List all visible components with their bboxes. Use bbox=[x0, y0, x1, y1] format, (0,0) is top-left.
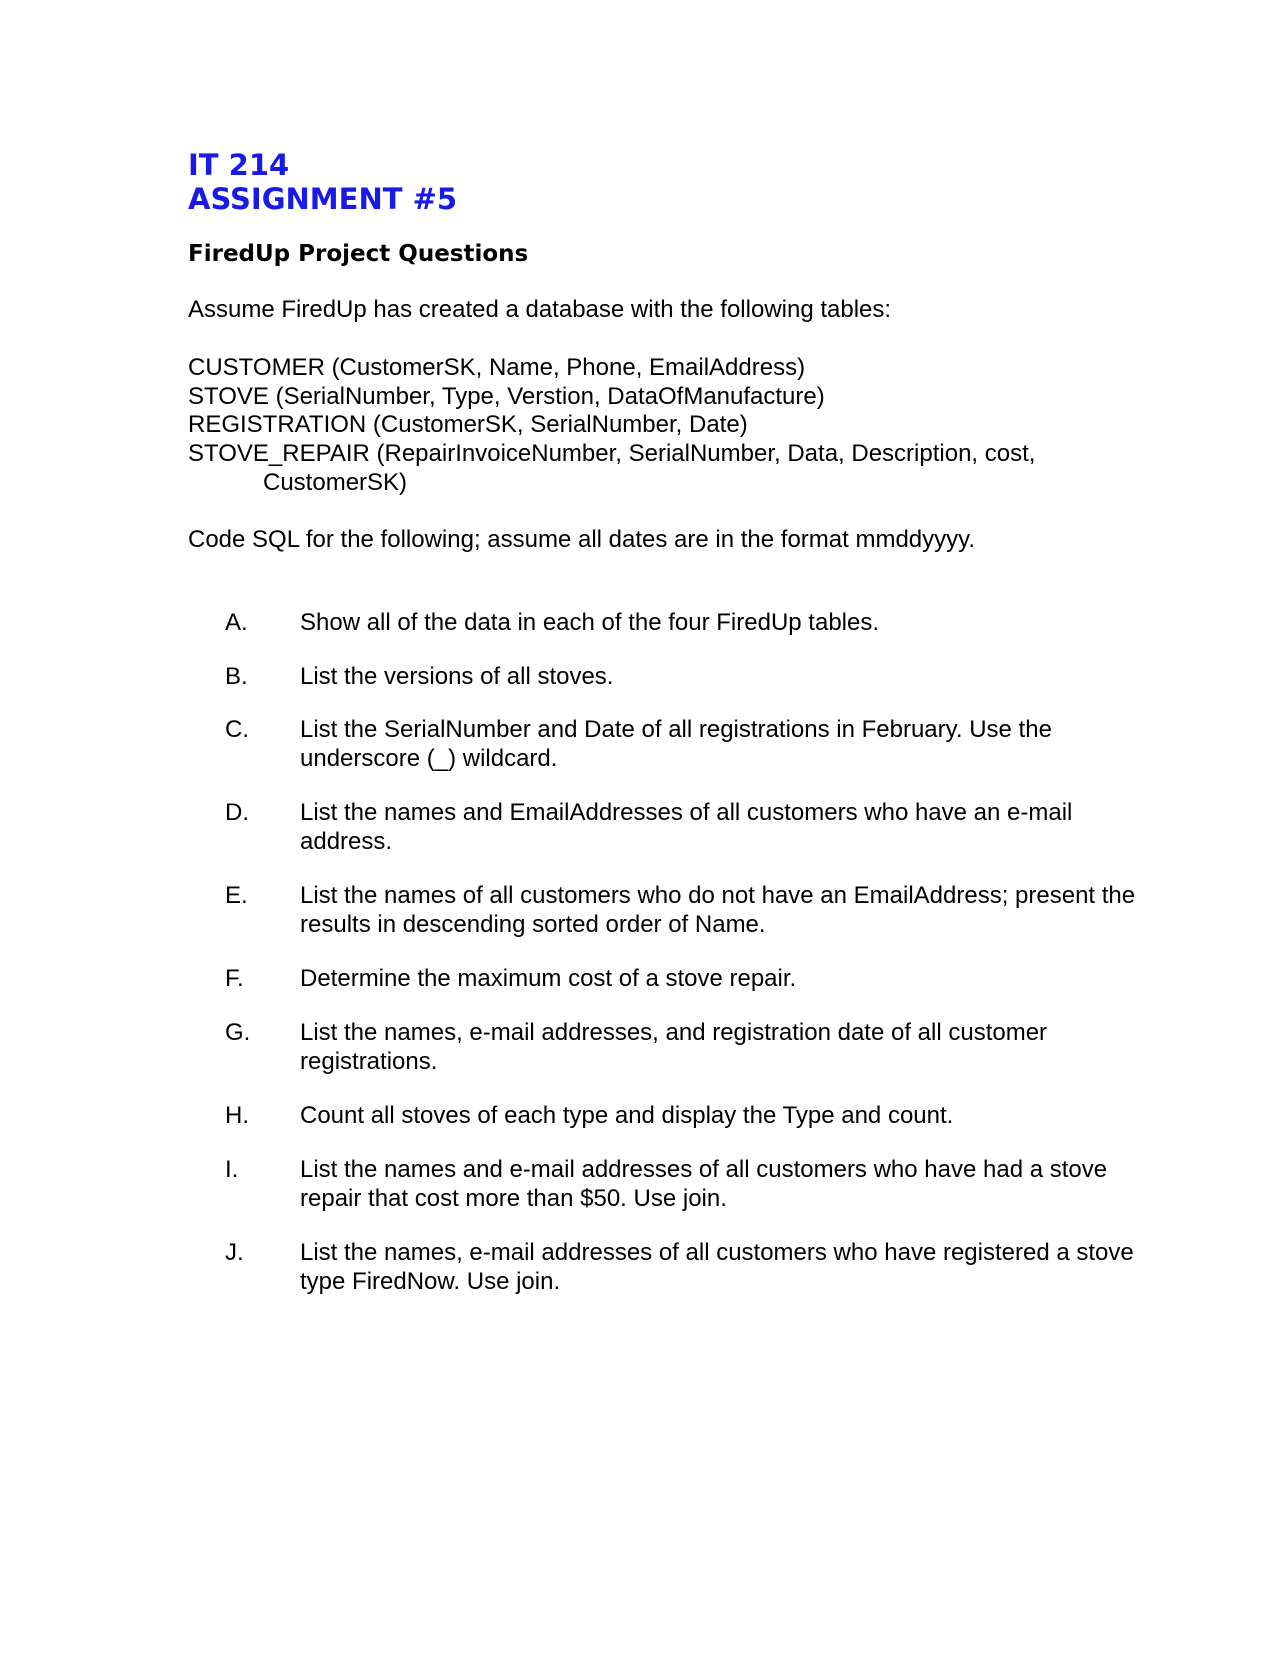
table-definition-registration: REGISTRATION (CustomerSK, SerialNumber, Date) bbox=[188, 411, 748, 438]
question-text: Count all stoves of each type and display the Type and count. bbox=[300, 1102, 954, 1129]
question-letter: F. bbox=[225, 965, 244, 992]
question-text: List the names, e-mail addresses, and registration date of all customer registrations. bbox=[300, 1019, 1048, 1075]
question-text: List the names of all customers who do not have an EmailAddress; present the results in descending sorted order of Name. bbox=[300, 882, 1136, 938]
question-text: List the versions of all stoves. bbox=[300, 663, 614, 690]
question-text: List the names, e-mail addresses of all customers who have registered a stove type FiredNow. Use join. bbox=[300, 1239, 1134, 1295]
question-letter: I. bbox=[225, 1156, 239, 1183]
table-definition-stove: STOVE (SerialNumber, Type, Verstion, DataOfManufacture) bbox=[188, 383, 825, 410]
question-letter: C. bbox=[225, 716, 249, 743]
assignment-title: ASSIGNMENT #5 bbox=[188, 182, 458, 216]
question-letter: G. bbox=[225, 1019, 251, 1046]
table-definition-stove-repair: STOVE_REPAIR (RepairInvoiceNumber, SerialNumber, Data, Description, cost, bbox=[188, 440, 1036, 467]
instruction-paragraph: Code SQL for the following; assume all dates are in the format mmddyyyy. bbox=[188, 526, 976, 553]
question-letter: H. bbox=[225, 1102, 249, 1129]
course-title: IT 214 bbox=[188, 148, 290, 182]
question-letter: A. bbox=[225, 609, 248, 636]
section-heading: FiredUp Project Questions bbox=[188, 241, 529, 267]
question-letter: J. bbox=[225, 1239, 244, 1266]
question-text: List the SerialNumber and Date of all registrations in February. Use the underscore (_) wildcard. bbox=[300, 716, 1052, 772]
question-text: Determine the maximum cost of a stove repair. bbox=[300, 965, 797, 992]
table-definition-customer: CUSTOMER (CustomerSK, Name, Phone, EmailAddress) bbox=[188, 354, 806, 381]
table-definition-stove-repair-continued: CustomerSK) bbox=[263, 469, 408, 496]
question-letter: D. bbox=[225, 799, 249, 826]
question-letter: B. bbox=[225, 663, 248, 690]
question-text: List the names and EmailAddresses of all customers who have an e-mail address. bbox=[300, 799, 1073, 855]
question-text: List the names and e-mail addresses of all customers who have had a stove repair that cost more than $50. Use join. bbox=[300, 1156, 1108, 1212]
question-letter: E. bbox=[225, 882, 248, 909]
intro-paragraph: Assume FiredUp has created a database with the following tables: bbox=[188, 296, 892, 323]
question-text: Show all of the data in each of the four FiredUp tables. bbox=[300, 609, 880, 636]
